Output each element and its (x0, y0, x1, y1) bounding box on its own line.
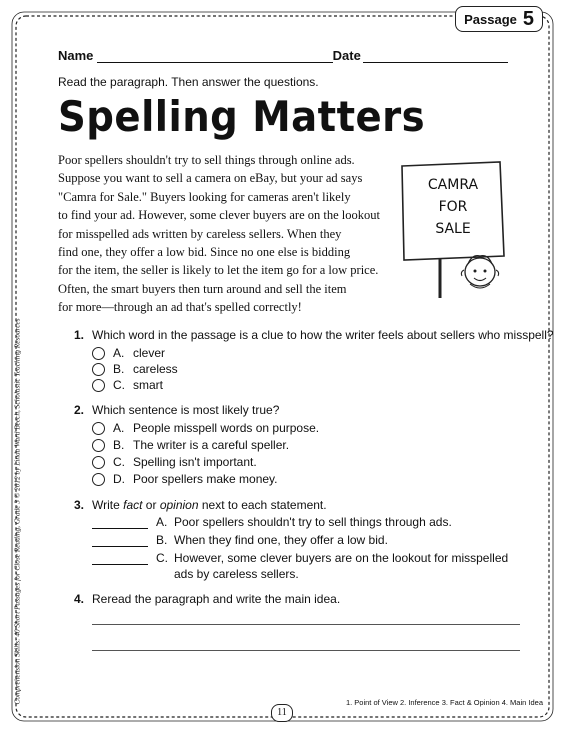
option-text: clever (133, 346, 166, 360)
name-field[interactable] (97, 48, 332, 63)
question-number: 4. (74, 592, 85, 606)
q3-text-mid: or (142, 498, 160, 512)
option-text: Poor spellers make money. (133, 472, 278, 486)
answer-blank[interactable] (92, 516, 148, 529)
answer-bubble[interactable] (92, 439, 105, 452)
statement-text: Poor spellers shouldn't try to sell things through ads. (174, 515, 452, 529)
paragraph-line: find one, they offer a low bid. Since no one else is bidding (58, 245, 351, 259)
instructions: Read the paragraph. Then answer the questions. (58, 75, 319, 89)
question-text: Which word in the passage is a clue to how the writer feels about sellers who misspell? (92, 328, 554, 342)
option-text: The writer is a careful speller. (133, 438, 290, 452)
option-text: Spelling isn't important. (133, 455, 257, 469)
page-number: 11 (271, 704, 293, 722)
question-number: 1. (74, 328, 85, 342)
question-number: 2. (74, 403, 85, 417)
name-label: Name (58, 48, 94, 63)
option-letter: A. (113, 346, 125, 360)
date-label: Date (332, 48, 361, 63)
option-letter: B. (113, 438, 125, 452)
name-date-row (58, 48, 508, 63)
paragraph-line: for more—through an ad that's spelled correctly! (58, 300, 302, 315)
date-field[interactable] (363, 48, 508, 63)
paragraph-line: "Camra for Sale." Buyers looking for cameras aren't likely (58, 189, 351, 204)
sign-text-line: CAMRA (427, 177, 479, 193)
answer-option[interactable] (92, 455, 257, 469)
passage-tab (455, 6, 543, 32)
answer-blank[interactable] (92, 552, 148, 565)
answer-bubble[interactable] (92, 379, 105, 392)
option-text: smart (133, 378, 163, 392)
answer-option[interactable] (92, 346, 165, 360)
statement-row (92, 533, 388, 547)
option-letter: D. (113, 472, 125, 486)
q3-fact-word: fact (123, 498, 143, 512)
option-text: careless (133, 362, 178, 376)
answer-bubble[interactable] (92, 363, 105, 376)
statement-letter: B. (156, 533, 168, 547)
option-letter: C. (113, 455, 125, 469)
passage-label: Passage (464, 11, 517, 27)
question-text: Which sentence is most likely true? (92, 403, 280, 417)
statement-text: When they find one, they offer a low bid. (174, 533, 388, 547)
statement-letter: C. (156, 551, 168, 565)
question-text: Reread the paragraph and write the main idea. (92, 592, 341, 606)
answer-bubble[interactable] (92, 422, 105, 435)
question-text (92, 498, 327, 512)
answer-option[interactable] (92, 438, 289, 452)
answer-write-line[interactable] (92, 650, 520, 651)
q3-opinion-word: opinion (159, 498, 199, 512)
answer-blank[interactable] (92, 534, 148, 547)
answer-bubble[interactable] (92, 456, 105, 469)
q3-text-pre: Write (92, 498, 124, 512)
answer-option[interactable] (92, 378, 163, 392)
option-letter: B. (113, 362, 125, 376)
sign-text-line: FOR (438, 199, 468, 215)
option-letter: C. (113, 378, 125, 392)
paragraph-line: for the item, the seller is likely to let the item go for a low price. (58, 263, 379, 278)
camra-sign-illustration (398, 160, 508, 300)
answer-bubble[interactable] (92, 473, 105, 486)
statement-text: However, some clever buyers are on the lookout for misspelled (174, 551, 509, 565)
paragraph-line: Often, the smart buyers then turn around and sell the item (58, 281, 347, 296)
option-letter: A. (113, 421, 125, 435)
passage-number: 5 (522, 8, 534, 30)
page-title: Spelling Matters (58, 92, 426, 141)
answer-option[interactable] (92, 421, 319, 435)
paragraph-line: for misspelled ads written by careless sellers. When they (58, 226, 342, 241)
side-credit: Comprehension Skills: 40 Short Passages for Close Reading, Grade 3 © 2012 by Linda Ward Beech, Scholastic Teaching Resources (12, 318, 22, 705)
answer-write-line[interactable] (92, 624, 520, 625)
paragraph-line: to find your ad. However, some clever buyers are on the lookout (58, 208, 380, 223)
sign-text-line: SALE (435, 221, 471, 237)
question-number: 3. (74, 498, 85, 512)
paragraph-line: Suppose you want to sell a camera on eBay, but your ad says (58, 171, 363, 186)
q3-text-post: next to each statement. (198, 498, 327, 512)
statement-row (92, 515, 452, 529)
answer-option[interactable] (92, 472, 278, 486)
answer-bubble[interactable] (92, 347, 105, 360)
answer-option[interactable] (92, 362, 178, 376)
paragraph-line: Poor spellers shouldn't try to sell things through online ads. (58, 153, 355, 167)
skills-footer: 1. Point of View 2. Inference 3. Fact & Opinion 4. Main Idea (345, 698, 543, 707)
statement-letter: A. (156, 515, 168, 529)
statement-continuation: ads by careless sellers. (174, 567, 299, 581)
statement-row (92, 551, 508, 565)
option-text: People misspell words on purpose. (133, 421, 320, 435)
